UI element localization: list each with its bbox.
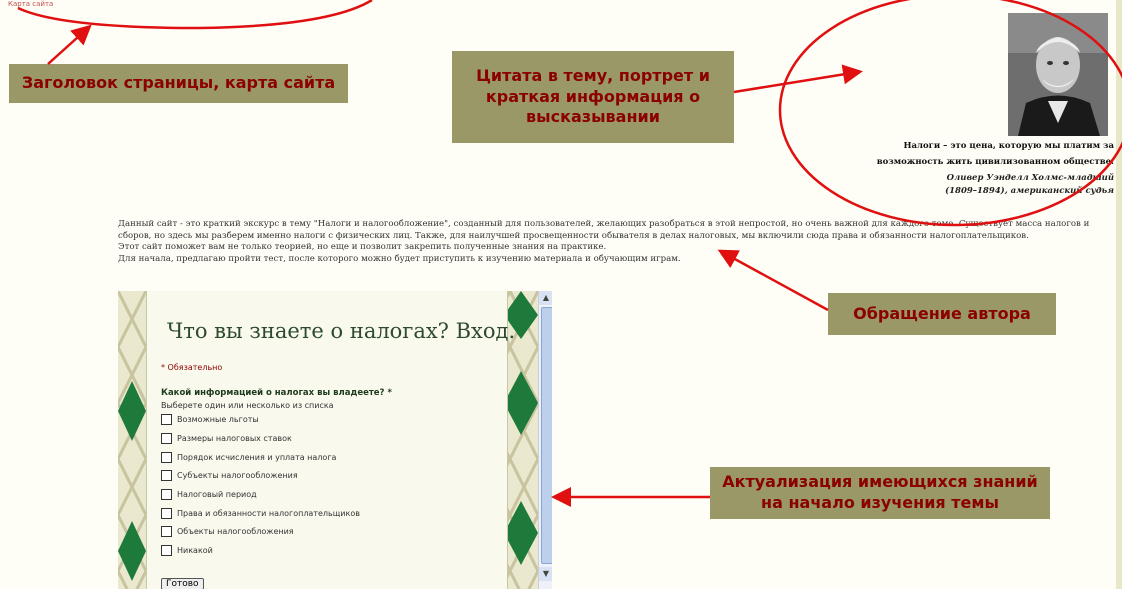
scroll-thumb[interactable] bbox=[541, 307, 552, 564]
scroll-up-icon[interactable]: ▲ bbox=[539, 291, 552, 305]
option-item[interactable] bbox=[161, 508, 360, 519]
callout-quote-info: Цитата в тему, портрет и краткая информация о высказывании bbox=[452, 51, 734, 143]
arrow-header bbox=[48, 28, 88, 64]
quote-line-1: Налоги – это цена, которую мы платим за bbox=[903, 141, 1114, 151]
annotation-ellipse-header bbox=[18, 0, 372, 28]
intro-paragraph-2: Этот сайт поможет вам не только теорией, но еще и позволит закрепить полученные знания на практике. bbox=[118, 242, 607, 252]
author-intro bbox=[118, 219, 1103, 265]
question-help: Выберете один или несколько из списка bbox=[161, 401, 334, 410]
checkbox[interactable] bbox=[161, 508, 172, 519]
page-edge bbox=[1116, 0, 1122, 589]
quote-author: Оливер Уэнделл Холмс-младший bbox=[946, 173, 1114, 183]
checkbox[interactable] bbox=[161, 526, 172, 537]
question-title: Какой информацией о налогах вы владеете? * bbox=[161, 388, 392, 398]
portrait-image bbox=[1008, 13, 1108, 136]
option-label: Никакой bbox=[177, 546, 213, 555]
submit-button[interactable]: Готово bbox=[161, 578, 204, 589]
quote-author-info: (1809–1894), американский судья bbox=[945, 186, 1114, 196]
intro-paragraph-3: Для начала, предлагаю пройти тест, после которого можно будет приступить к изучению материала и обучающим играм. bbox=[118, 253, 681, 264]
option-label: Возможные льготы bbox=[177, 415, 259, 424]
form-card bbox=[146, 291, 516, 589]
option-item[interactable] bbox=[161, 433, 292, 444]
embedded-form-frame bbox=[118, 291, 552, 589]
scroll-down-icon[interactable]: ▼ bbox=[539, 567, 552, 581]
callout-knowledge-check: Актуализация имеющихся знаний на начало изучения темы bbox=[710, 467, 1050, 519]
required-note: * Обязательно bbox=[161, 363, 223, 372]
checkbox[interactable] bbox=[161, 433, 172, 444]
callout-page-header: Заголовок страницы, карта сайта bbox=[9, 64, 348, 103]
option-label: Размеры налоговых ставок bbox=[177, 434, 292, 443]
option-item[interactable] bbox=[161, 414, 259, 425]
option-item[interactable] bbox=[161, 452, 336, 463]
sitemap-link[interactable]: Карта сайта bbox=[8, 0, 54, 8]
option-label: Права и обязанности налогоплательщиков bbox=[177, 509, 360, 518]
checkbox[interactable] bbox=[161, 414, 172, 425]
checkbox[interactable] bbox=[161, 470, 172, 481]
option-item[interactable] bbox=[161, 470, 298, 481]
option-item[interactable] bbox=[161, 545, 213, 556]
checkbox[interactable] bbox=[161, 545, 172, 556]
checkbox[interactable] bbox=[161, 489, 172, 500]
option-label: Налоговый период bbox=[177, 490, 257, 499]
form-title: Что вы знаете о налогах? Вход. bbox=[167, 319, 516, 343]
option-item[interactable] bbox=[161, 489, 257, 500]
arrow-quote bbox=[734, 72, 858, 92]
option-label: Субъекты налогообложения bbox=[177, 471, 298, 480]
option-label: Порядок исчисления и уплата налога bbox=[177, 453, 337, 462]
option-label: Объекты налогообложения bbox=[177, 527, 294, 536]
quote-line-2: возможность жить цивилизованном обществе. bbox=[876, 157, 1114, 167]
checkbox[interactable] bbox=[161, 452, 172, 463]
intro-paragraph-1: Данный сайт - это краткий экскурс в тему "Налоги и налогообложение", созданный для пользователей, желающих разобраться в этой непростой, но очень важной для каждого теме. Существует масса налогов и сборов, но здесь мы разберем именно налоги с физических лиц. Также, для наилучшей просвещенности обывателя в делах налоговых, мы включили сюда права и обязанности налогоплательщиков. bbox=[118, 219, 1090, 241]
callout-author-address: Обращение автора bbox=[828, 293, 1056, 335]
option-item[interactable] bbox=[161, 526, 294, 537]
form-scrollbar[interactable] bbox=[538, 291, 552, 589]
